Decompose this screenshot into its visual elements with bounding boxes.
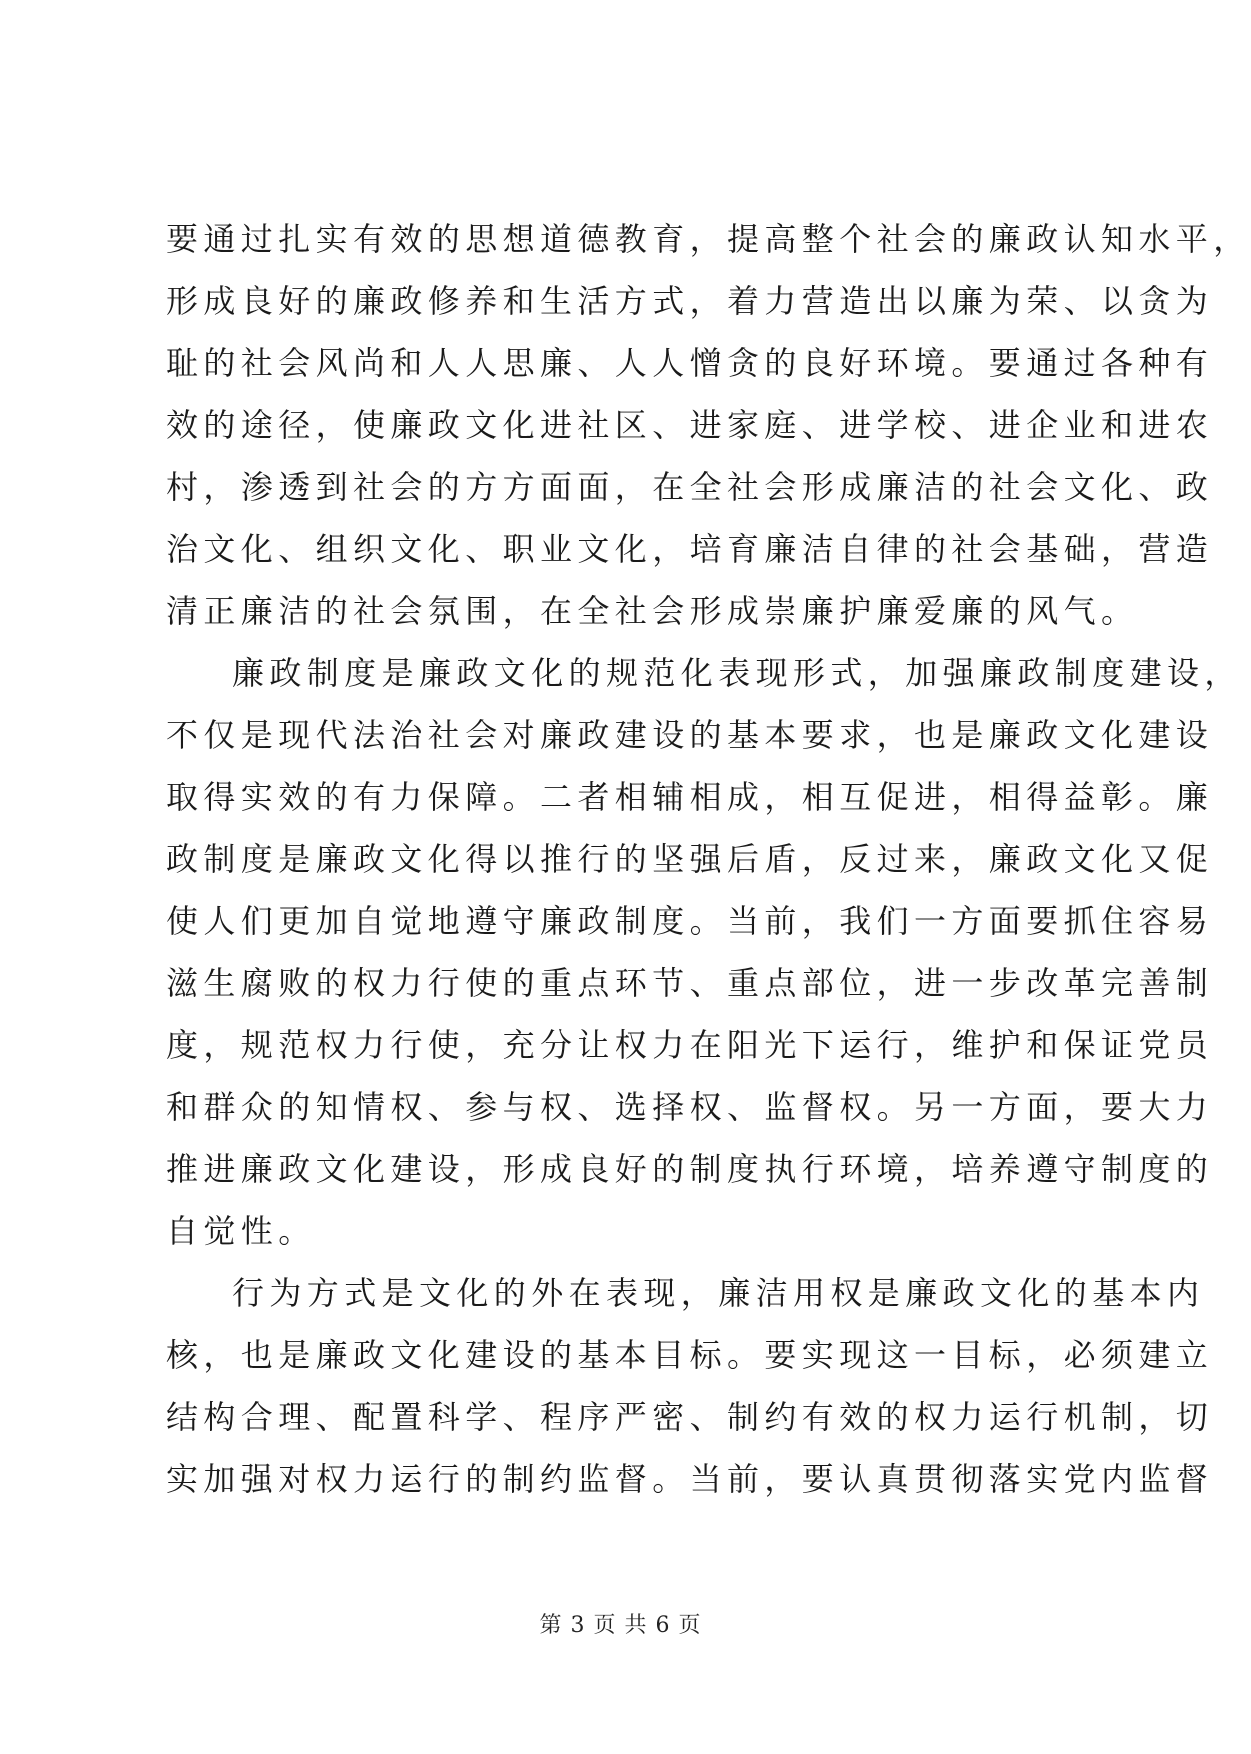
text-line: 实加强对权力运行的制约监督。当前，要认真贯彻落实党内监督	[166, 1460, 1214, 1498]
text-line: 行为方式是文化的外在表现，廉洁用权是廉政文化的基本内	[232, 1274, 1205, 1312]
text-line: 耻的社会风尚和人人思廉、人人憎贪的良好环境。要通过各种有	[166, 344, 1214, 382]
text-line: 核，也是廉政文化建设的基本目标。要实现这一目标，必须建立	[166, 1336, 1214, 1374]
text-line: 效的途径，使廉政文化进社区、进家庭、进学校、进企业和进农	[166, 406, 1214, 444]
text-line: 使人们更加自觉地遵守廉政制度。当前，我们一方面要抓住容易	[166, 902, 1214, 940]
text-line: 自觉性。	[166, 1212, 316, 1250]
text-line: 政制度是廉政文化得以推行的坚强后盾，反过来，廉政文化又促	[166, 840, 1214, 878]
page-number-footer: 第 3 页 共 6 页	[539, 1613, 702, 1638]
text-line: 清正廉洁的社会氛围，在全社会形成崇廉护廉爱廉的风气。	[166, 592, 1139, 630]
text-line: 廉政制度是廉政文化的规范化表现形式，加强廉政制度建设，	[232, 654, 1242, 692]
text-line: 要通过扎实有效的思想道德教育，提高整个社会的廉政认知水平，	[166, 220, 1251, 258]
text-line: 结构合理、配置科学、程序严密、制约有效的权力运行机制，切	[166, 1398, 1214, 1436]
text-line: 治文化、组织文化、职业文化，培育廉洁自律的社会基础，营造	[166, 530, 1214, 568]
text-line: 和群众的知情权、参与权、选择权、监督权。另一方面，要大力	[166, 1088, 1214, 1126]
document-body	[166, 208, 1251, 1510]
text-line: 滋生腐败的权力行使的重点环节、重点部位，进一步改革完善制	[166, 964, 1214, 1002]
text-line: 取得实效的有力保障。二者相辅相成，相互促进，相得益彰。廉	[166, 778, 1214, 816]
text-line: 不仅是现代法治社会对廉政建设的基本要求，也是廉政文化建设	[166, 716, 1214, 754]
text-line: 推进廉政文化建设，形成良好的制度执行环境，培养遵守制度的	[166, 1150, 1214, 1188]
text-line: 村，渗透到社会的方方面面，在全社会形成廉洁的社会文化、政	[166, 468, 1214, 506]
text-line: 度，规范权力行使，充分让权力在阳光下运行，维护和保证党员	[166, 1026, 1214, 1064]
text-line: 形成良好的廉政修养和生活方式，着力营造出以廉为荣、以贪为	[166, 282, 1214, 320]
